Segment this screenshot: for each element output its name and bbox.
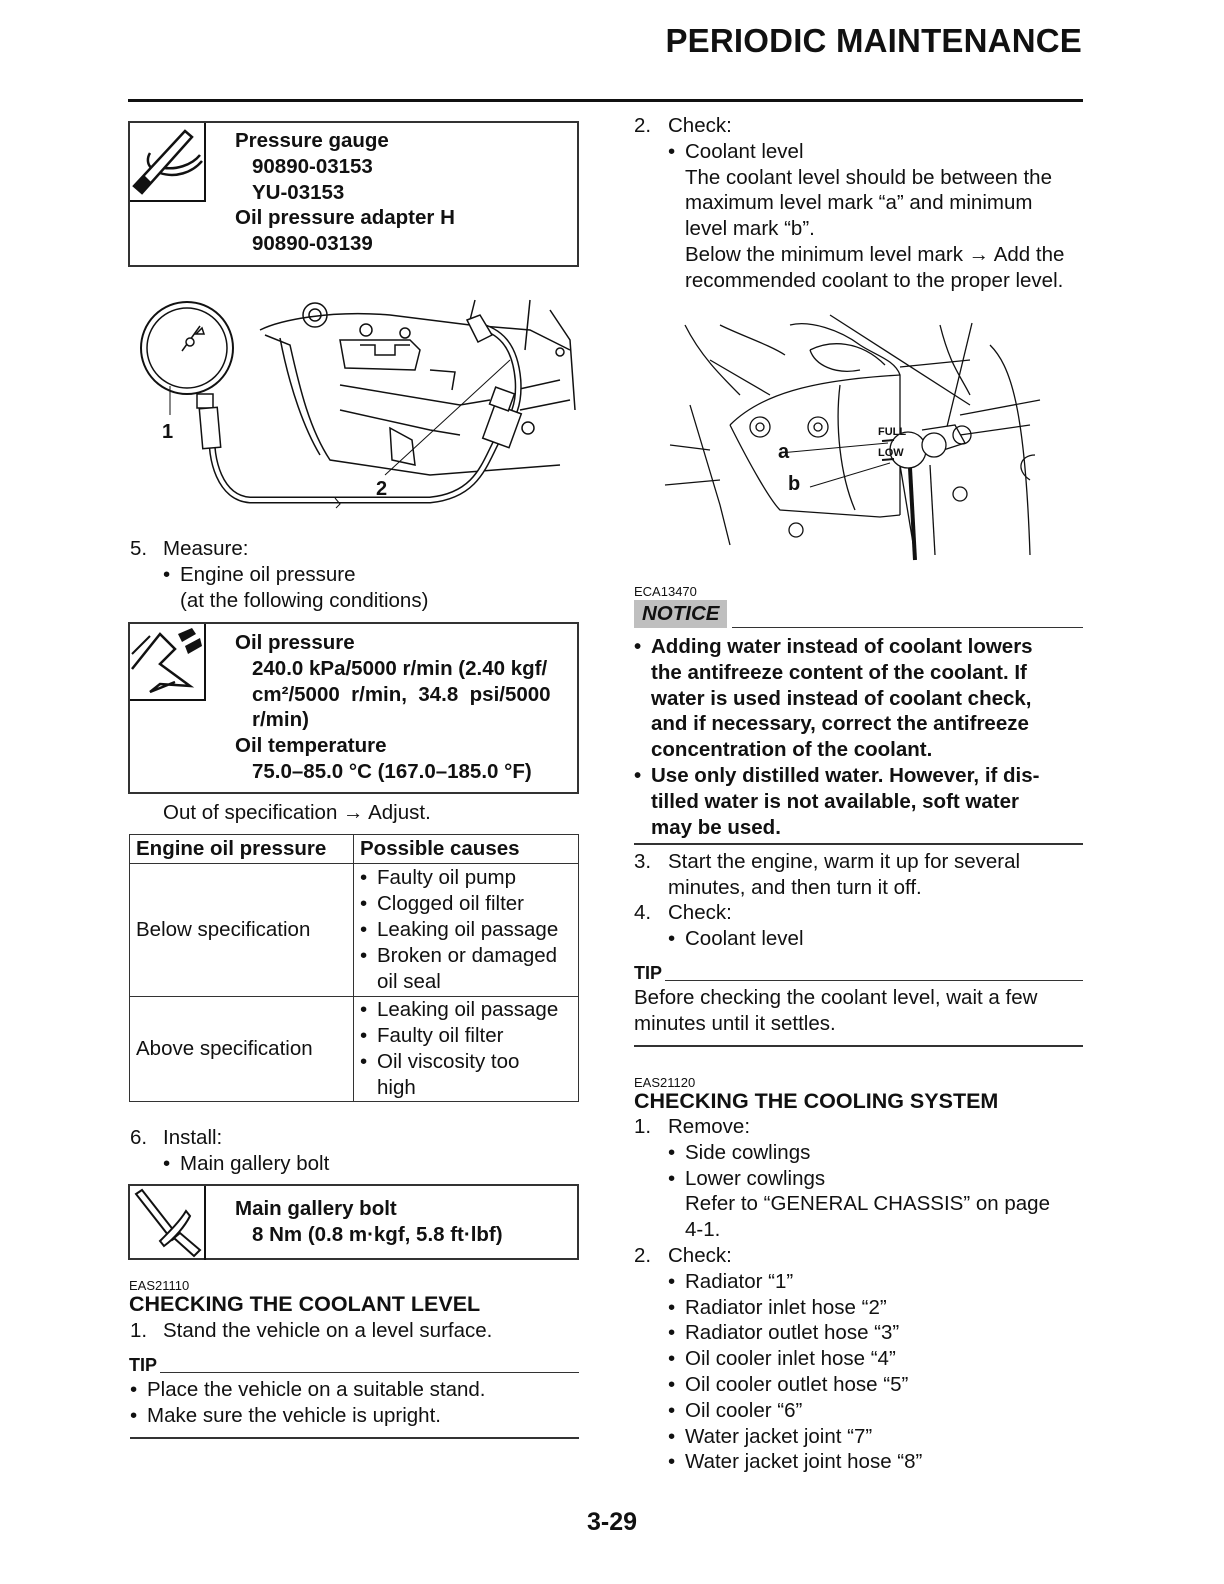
section-code: EAS21120 (634, 1075, 696, 1090)
step-detail-line: level mark “b”. (685, 217, 815, 241)
cooling-steps: 1. Remove: • Side cowlings • Lower cowlings Refer to “GENERAL CHASSIS” on page 4-1. 2. Check: • Radiator “1” • Radiator inlet hose “2” • Radiator outlet hose “3” • Oil cooler inlet hose “4” • Oil cooler outlet hose “5” • Oil cooler “6” • Water jacket joint “7” • Water jacket joint hose “8” (634, 1115, 1050, 1474)
tip-header (129, 1355, 579, 1376)
coolant-reservoir-illustration (660, 305, 1060, 565)
bullet-item: Side cowlings (685, 1140, 811, 1164)
tool-part-number: 90890-03153 (252, 154, 373, 178)
step-number: 1. (634, 1115, 652, 1138)
check-item: Radiator “1” (685, 1269, 794, 1293)
tip-rule (665, 980, 1083, 982)
cause-item: Faulty oil filter (377, 1024, 504, 1047)
spec-title: Oil pressure (235, 631, 355, 654)
tip-line: minutes until it settles. (634, 1011, 836, 1035)
page-header-title: PERIODIC MAINTENANCE (665, 22, 1082, 59)
step-label: Measure: (163, 537, 249, 560)
check-item: Oil cooler “6” (685, 1398, 803, 1422)
pressure-gauge-illustration (130, 290, 580, 525)
torque-wrench-icon (130, 1186, 206, 1260)
step-6 (130, 1125, 329, 1177)
tool-name: Pressure gauge (235, 129, 389, 152)
torque-spec-box (128, 1184, 579, 1260)
bullet-icon: • (668, 1166, 676, 1190)
table-header-row (130, 835, 579, 864)
notice-label: NOTICE (634, 600, 727, 628)
full-mark-label: FULL (878, 426, 907, 438)
step-number: 5. (130, 537, 148, 560)
notice-line: concentration of the coolant. (651, 738, 933, 762)
step-label: Check: (668, 114, 732, 137)
callout-a: a (778, 441, 790, 463)
step-number: 2. (634, 1243, 652, 1267)
step-number: 6. (130, 1126, 148, 1149)
check-item: Oil cooler outlet hose “5” (685, 1372, 909, 1396)
cause-item: Leaking oil passage (377, 998, 559, 1021)
spec-title: Oil temperature (235, 734, 387, 758)
step-label: Remove: (668, 1115, 751, 1138)
notice-end-rule (634, 843, 1083, 845)
bullet-icon: • (668, 139, 676, 163)
spec-value: 75.0–85.0 °C (167.0–185.0 °F) (252, 759, 532, 783)
table-row: Above specification • Leaking oil passage • Faulty oil filter • Oil viscosity too high (130, 997, 579, 1102)
check-item: Radiator inlet hose “2” (685, 1295, 887, 1319)
bullet-icon: • (668, 926, 676, 950)
spec-value: 240.0 kPa/5000 r/min (2.40 kgf/ (252, 656, 548, 680)
step-label: Check: (668, 901, 732, 924)
out-of-spec-note: Out of specification → Adjust. (163, 801, 431, 824)
step-1 (130, 1318, 492, 1344)
tip-end-rule (130, 1437, 579, 1439)
page-number: 3-29 (586, 1508, 638, 1536)
check-item: Oil cooler inlet hose “4” (685, 1347, 896, 1371)
notice-item: • Use only distilled water. However, if dis- tilled water is not available, soft water may be used. (634, 763, 1040, 839)
step-text: Stand the vehicle on a level surface. (163, 1319, 493, 1342)
reference-text: 4-1. (685, 1218, 721, 1242)
step-number: 4. (634, 901, 652, 924)
notice-list (634, 634, 1039, 840)
pressure-gauge-tool-icon (130, 123, 206, 202)
table-header: Possible causes (354, 835, 579, 864)
notice-item: • Adding water instead of coolant lowers the antifreeze content of the coolant. If water is used instead of coolant check, and if necessary, correct the antifreeze concentration of the coolant. (634, 635, 1033, 762)
bullet-icon: • (163, 562, 171, 586)
notice-header (634, 600, 1083, 628)
step-3 (634, 849, 1020, 901)
tip-text (634, 985, 1037, 1037)
callout-b: b (788, 473, 801, 495)
callout-1: 1 (162, 421, 174, 443)
step-text: Start the engine, warm it up for several (668, 850, 1021, 873)
bullet-icon: • (130, 1403, 138, 1427)
notice-line: may be used. (651, 815, 781, 839)
cause-item: Broken or damaged oil seal (377, 944, 558, 993)
bullet-icon: • (130, 1378, 138, 1401)
cause-item: Leaking oil passage (377, 918, 559, 941)
step-detail-line: Below the minimum level mark → Add the (685, 242, 1065, 266)
tool-part-number: 90890-03139 (252, 232, 373, 256)
step-number: 2. (634, 114, 652, 137)
bullet-item: Lower cowlings (685, 1166, 826, 1190)
step-5 (130, 536, 428, 613)
tip-label: TIP (129, 1355, 158, 1375)
section-title: CHECKING THE COOLING SYSTEM (634, 1089, 999, 1113)
spec-value: r/min) (252, 708, 309, 732)
tip-rule (160, 1372, 579, 1374)
low-mark-label: LOW (878, 447, 904, 459)
notice-line: tilled water is not available, soft water (651, 789, 1019, 813)
step-label: Check: (668, 1243, 732, 1267)
notice-line: Adding water instead of coolant lowers (651, 635, 1033, 658)
step-detail-line: recommended coolant to the proper level. (685, 268, 1064, 292)
torque-value: 8 Nm (0.8 m·kgf, 5.8 ft·lbf) (252, 1222, 503, 1246)
cause-item: Oil viscosity too high (377, 1050, 520, 1099)
cause-item: Faulty oil pump (377, 866, 517, 889)
tool-part-number: YU-03153 (252, 180, 345, 204)
step-4 (634, 900, 804, 952)
step-detail-line: maximum level mark “a” and minimum (685, 191, 1033, 215)
table-cell-condition: Above specification (130, 997, 354, 1102)
section-code: EAS21110 (129, 1278, 190, 1293)
table-row: Below specification • Faulty oil pump • Clogged oil filter • Leaking oil passage • Broken or damaged oil seal (130, 864, 579, 997)
table-header: Engine oil pressure (130, 835, 354, 864)
tip-label: TIP (634, 963, 663, 983)
notice-line: and if necessary, correct the antifreeze (651, 712, 1029, 736)
oil-pressure-spec-box (128, 622, 579, 794)
oil-pressure-causes-table (129, 834, 579, 1102)
bullet-icon: • (163, 1151, 171, 1175)
check-item: Water jacket joint “7” (685, 1424, 873, 1448)
bullet-item: Engine oil pressure (180, 562, 356, 586)
special-tool-box (128, 121, 579, 267)
tip-line: Before checking the coolant level, wait a few (634, 986, 1038, 1009)
table-cell-condition: Below specification (130, 864, 354, 997)
step-note: (at the following conditions) (180, 588, 429, 612)
tip-header (634, 963, 1083, 984)
tip-item: Place the vehicle on a suitable stand. (147, 1378, 486, 1401)
bullet-icon: • (668, 1140, 676, 1164)
step-2-coolant (634, 113, 1064, 294)
notice-rule (732, 627, 1083, 629)
callout-2: 2 (376, 478, 388, 500)
notice-line: the antifreeze content of the coolant. If (651, 660, 1027, 684)
bullet-item: Coolant level (685, 139, 804, 163)
bullet-item: Main gallery bolt (180, 1151, 330, 1175)
cause-item: Clogged oil filter (377, 892, 524, 915)
bullet-item: Coolant level (685, 926, 804, 950)
header-divider (128, 99, 1083, 102)
notice-line: water is used instead of coolant check, (651, 686, 1032, 710)
step-detail-line: The coolant level should be between the (685, 165, 1052, 189)
check-item: Water jacket joint hose “8” (685, 1450, 923, 1474)
tool-name: Oil pressure adapter H (235, 206, 455, 230)
notice-code: ECA13470 (634, 584, 697, 599)
torque-title: Main gallery bolt (235, 1197, 397, 1220)
tip-item: Make sure the vehicle is upright. (147, 1403, 441, 1427)
caliper-spec-icon (130, 624, 206, 701)
step-label: Install: (163, 1126, 223, 1149)
reference-text: Refer to “GENERAL CHASSIS” on page (685, 1192, 1050, 1216)
step-text: minutes, and then turn it off. (668, 875, 922, 899)
tip-list (130, 1377, 485, 1429)
check-item: Radiator outlet hose “3” (685, 1321, 900, 1345)
tip-end-rule (634, 1045, 1083, 1047)
step-number: 1. (130, 1319, 148, 1342)
notice-line: Use only distilled water. However, if dis- (651, 763, 1040, 787)
spec-value: cm²/5000 r/min, 34.8 psi/5000 (252, 682, 551, 706)
step-number: 3. (634, 850, 652, 873)
section-title: CHECKING THE COOLANT LEVEL (129, 1292, 481, 1316)
